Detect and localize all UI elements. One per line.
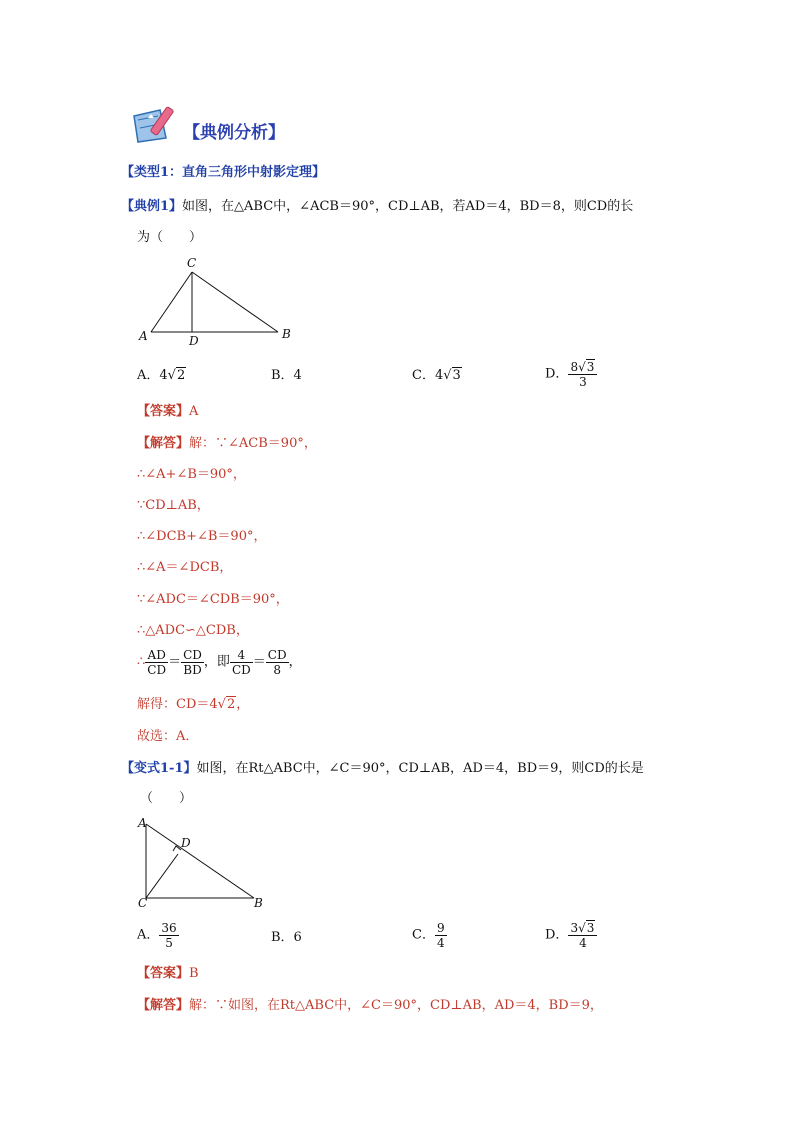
fig1-label-a: A: [139, 329, 148, 343]
variant1-tag: 【变式1-1】: [121, 761, 197, 776]
example1-solution-l2: ∴∠A+∠B＝90°，: [137, 467, 246, 482]
example1-solution-l7: ∴△ADC∽△CDB，: [137, 623, 249, 638]
example1-solution-l8: ∴ $\frac{AD}{CD}$ ＝ $\frac{CD}{BD}$ ，即 $\frac{4}{CD}$ ＝ $\frac{CD}{8}$ ，: [137, 648, 302, 677]
example1-option-a: A．4√2: [137, 368, 186, 383]
example1-solution-l4: ∴∠DCB+∠B＝90°，: [137, 529, 267, 544]
variant1-question-line1: 如图，在Rt△ABC中，∠C＝90°，CD⊥AB，AD＝4，BD＝9，则CD的长是: [196, 761, 644, 776]
example1-question: [121, 197, 633, 217]
example1-solution-l10: 故选：A．: [137, 729, 199, 744]
example1-question-line1: 如图，在△ABC中，∠ACB＝90°，CD⊥AB，若AD＝4，BD＝8，则CD的长: [182, 199, 634, 214]
fig2-label-c: C: [138, 896, 148, 910]
example1-option-c: C．4√3: [412, 368, 461, 383]
example1-solution-l3: ∵CD⊥AB，: [137, 498, 210, 513]
variant1-option-d: D． $\frac{3√3}{4}$: [545, 921, 597, 950]
fig1-label-b: B: [282, 327, 291, 341]
variant1-option-b: B．6: [271, 930, 302, 945]
variant1-answer: 【答案】B: [137, 966, 199, 981]
fig2-label-d: D: [181, 836, 191, 850]
variant1-question-line2: （ ）: [140, 791, 193, 806]
example1-question-line2: 为（ ）: [137, 230, 203, 245]
fig1-label-c: C: [187, 256, 197, 270]
variant1-solution-l1: 【解答】解：∵如图，在Rt△ABC中，∠C＝90°，CD⊥AB，AD＝4，BD＝9，: [137, 998, 603, 1013]
example1-answer: 【答案】A: [137, 404, 199, 419]
section-title: 【类型1：直角三角形中射影定理】: [121, 165, 326, 180]
example1-solution-l1: 【解答】解：∵∠ACB＝90°，: [137, 436, 317, 451]
example1-solution-l5: ∴∠A＝∠DCB，: [137, 560, 233, 575]
fig2-label-a: A: [138, 816, 147, 830]
header-title: 【典例分析】: [183, 123, 285, 143]
example1-tag: 【典例1】: [121, 199, 183, 214]
example1-option-d: D． $\frac{8√3}{3}$: [545, 360, 597, 389]
example1-solution-l9: 解得：CD＝4√2，: [137, 697, 250, 712]
variant1-figure: [134, 816, 274, 916]
header-icon: [130, 104, 182, 144]
example1-figure: [134, 256, 304, 352]
variant1-option-a: A． $\frac{36}{5}$: [137, 921, 177, 950]
fig2-label-b: B: [254, 896, 263, 910]
fig1-label-d: D: [189, 334, 199, 348]
variant1-option-c: C． $\frac{9}{4}$: [412, 921, 445, 950]
pencil-paper-icon: [130, 104, 182, 144]
example1-solution-l6: ∵∠ADC＝∠CDB＝90°，: [137, 592, 289, 607]
example1-option-b: B．4: [271, 368, 302, 383]
variant1-question: [121, 759, 644, 779]
